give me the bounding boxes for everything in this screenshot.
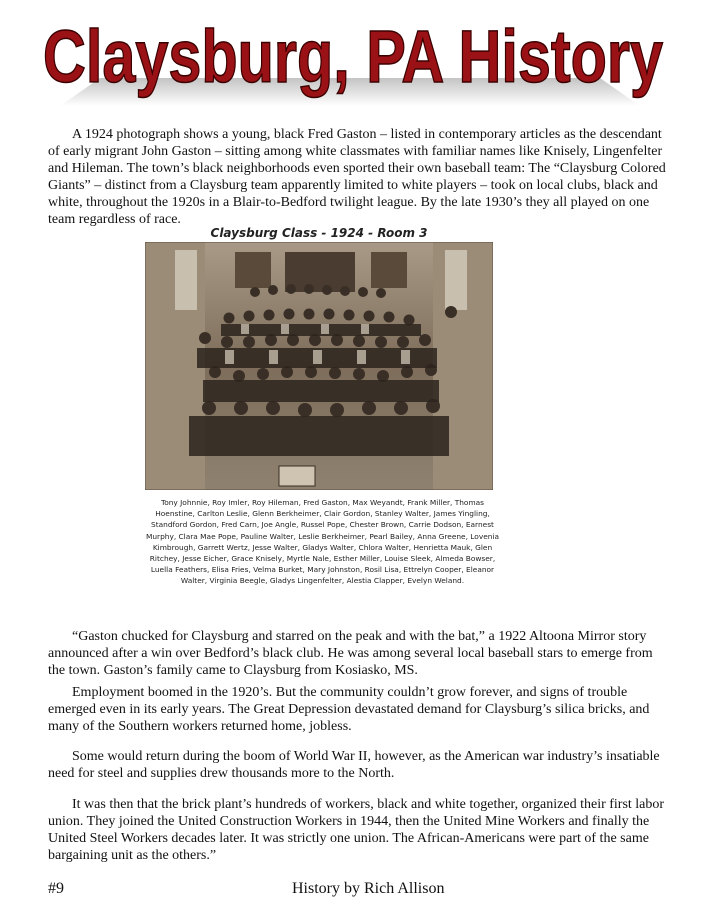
page-title-graphic: [0, 6, 707, 106]
page-title-banner: [0, 6, 707, 106]
page-title: Claysburg, PA History: [43, 15, 663, 98]
paragraph-employment: Employment boomed in the 1920’s. But the community couldn’t grow forever, and signs of trouble emerged even in its early years. The Great Depression devastated demand for Claysburg’s silica bricks, and many of the Southern workers returned home, jobless.: [48, 685, 650, 734]
page-number: #9: [48, 880, 64, 897]
author-credit: History by Rich Allison: [292, 880, 445, 897]
photo-title: Claysburg Class - 1924 - Room 3: [210, 226, 428, 240]
paragraph-union: It was then that the brick plant’s hundreds of workers, black and white together, organized their first labor union. They joined the United Construction Workers in 1944, then the United Mine Workers and finally the United Steel Workers decades later. It was strictly one union. The African-Americans were part of the same bargaining unit as the others.”: [48, 797, 665, 863]
paragraph-world-war: Some would return during the boom of World War II, however, as the American war industry’s insatiable need for steel and supplies drew thousands more to the North.: [48, 749, 660, 781]
paragraph-baseball: “Gaston chucked for Claysburg and starred on the peak and with the bat,” a 1922 Altoona Mirror story announced after a win over Bedford’s black club. He was among several local baseball stars to emerge from the town. Gaston’s family came to Claysburg from Kosiasko, MS.: [48, 629, 653, 678]
class-photo-image: [145, 242, 493, 490]
photo-names-caption: Tony Johnnie, Roy Imler, Roy Hileman, Fred Gaston, Max Weyandt, Frank Miller, Thomas Hoenstine, Carlton Leslie, Glenn Berkheimer, Clair Gordon, Stanley Walter, James Yingling, Standford Gordon, Fred Carn, Joe Angle, Russel Pope, Chester Brown, Carrie Dodson, Earnest Murphy, Clara Mae Pope, Pauline Walter, Leslie Berkheimer, Pearl Bailey, Anna Greene, Lovenia Kimbrough, Garrett Wertz, Jesse Walter, Gladys Walter, Chlora Walter, Henrietta Mauk, Glen Ritchey, Jesse Eicher, Grace Knisely, Myrtle Nale, Esther Miller, Louise Sleek, Almeda Bowser, Luella Feathers, Elisa Fries, Velma Burket, Mary Johnston, Rosil Lisa, Ettrelyn Cooper, Eleanor Walter, Virginia Beegle, Gladys Lingenfelter, Alestia Clapper, Evelyn Weland.: [145, 498, 500, 586]
paragraph-gaston-photo: A 1924 photograph shows a young, black Fred Gaston – listed in contemporary articles as the descendant of early migrant John Gaston – sitting among white classmates with familiar names like Knisely, Lingenfelter and Hileman. The town’s black neighborhoods even sported their own baseball team: The “Claysburg Colored Giants” – distinct from a Claysburg team apparently limited to white players – took on local clubs, black and white, throughout the 1920s in a Blair-to-Bedford twilight league. By the late 1930’s they all played on one team regardless of race.: [48, 127, 666, 227]
